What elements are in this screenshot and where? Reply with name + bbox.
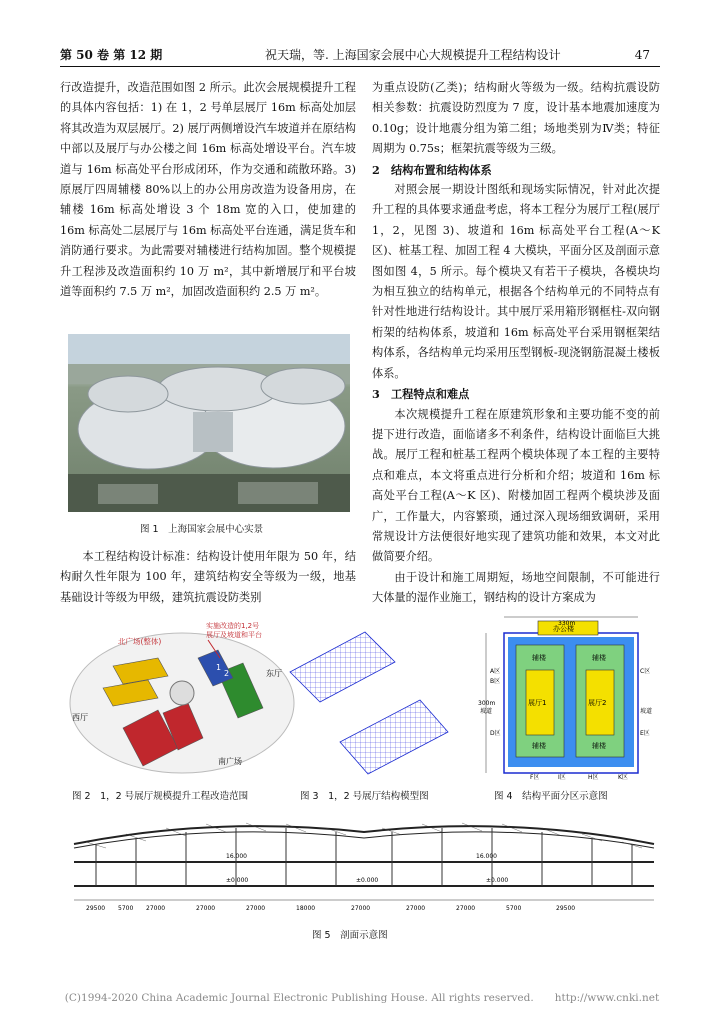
- label-hall-2: 2: [224, 669, 230, 678]
- label-east: 东厅: [266, 669, 282, 678]
- level-label-2: 16.000: [476, 853, 497, 860]
- label-zone-c: C区: [640, 668, 651, 675]
- journal-volume: 第 50 卷 第 12 期: [60, 48, 163, 62]
- label-zone-a: A区: [490, 668, 501, 675]
- dimension-label: 27000: [406, 905, 426, 912]
- copyright-footer: (C)1994-2020 China Academic Journal Electronic Publishing House. All rights reserved. http://www.cnki.net: [64, 992, 660, 1004]
- label-aux-2: 辅楼: [592, 654, 606, 662]
- label-note-1: 实施改造的1,2号: [206, 622, 260, 630]
- figure-2-caption: 图 2 1，2 号展厅规模提升工程改造范围: [72, 791, 249, 802]
- label-zone-e: E区: [640, 730, 650, 737]
- running-title: 祝天瑞，等. 上海国家会展中心大规模提升工程结构设计: [265, 48, 561, 62]
- label-hall-1: 1: [216, 663, 222, 672]
- section-heading-2: 2 结构布置和结构体系: [372, 162, 492, 177]
- label-south: 南广场: [218, 757, 242, 766]
- paragraph: 由于设计和施工周期短，场地空间限制，不可能进行大体量的湿作业施工，钢结构的设计方案成为: [372, 570, 660, 605]
- dimension-label: 27000: [456, 905, 476, 912]
- paragraph: 本次规模提升工程在原建筑形象和主要功能不变的前提下进行改造，面临诸多不利条件，结构设计面临巨大挑战。展厅工程和桩基工程两个模块体现了本工程的主要特点和难点，本文将重点进行分析和介绍；坡道和 16m 标高处平台工程(A～K 区)、附楼加固工程两个模块涉及面广，工作量大，内容繁琐，通过深入现场细致调研，采用常规设计方法便很好地实现了建筑功能和效果，本文对此做简要介绍。: [372, 407, 660, 564]
- renovation-scope-diagram: [68, 618, 296, 776]
- label-office: 办公楼: [553, 625, 574, 633]
- label-aux-4: 辅楼: [592, 742, 606, 750]
- dimension-label: 29500: [556, 905, 576, 912]
- dimension-label: 27000: [146, 905, 166, 912]
- paragraph: 对照会展一期设计图纸和现场实际情况，针对此次提升工程的具体要求通盘考虑，将本工程分为展厅工程(展厅 1，2，见图 3)、坡道和 16m 标高处平台工程(A～K 区)、桩基工程、加固工程 4 大模块，平面分区及剖面示意图如图 4，5 所示。每个模块又有若干子模块，各模块均为相互独立的结构单元，根据各个结构单元的不同特点有针对性地进行结构设计。其中展厅采用箱形钢框柱-双向钢桁架的结构体系，坡道和 16m 标高处平台采用钢框架结构体系，各结构单元均采用压型钢板-现浇钢筋混凝土楼板体系。: [372, 183, 660, 380]
- figure-1-photo: [68, 334, 350, 512]
- figure-3-caption: 图 3 1，2 号展厅结构模型图: [300, 791, 429, 802]
- dimension-label: 18000: [296, 905, 316, 912]
- label-zone-k: K区: [618, 774, 628, 780]
- level-label-3: ±0.000: [226, 877, 249, 884]
- label-dim-side: 300m: [478, 700, 496, 707]
- left-column-bottom: [60, 547, 356, 608]
- dimension-label: 27000: [351, 905, 371, 912]
- dimension-label: 5700: [118, 905, 134, 912]
- right-column: [372, 78, 660, 609]
- figure-5: [66, 814, 662, 922]
- label-ramp-right: 坡道: [640, 708, 653, 715]
- section-drawing-illustration: [66, 814, 662, 922]
- paragraph: 行改造提升，改造范围如图 2 所示。此次会展规模提升工程的具体内容包括：1) 在 1，2 号单层展厅 16m 标高处加层将其改造为双层展厅。2) 展厅两侧增设汽车坡道并在原结构中部以及展厅与办公楼之间 16m 标高处增设平台。汽车坡道与 16m 标高处平台形成闭环，作为交通和疏散环路。3) 原展厅四周辅楼 80%以上的办公用房改造为设备用房，在辅楼 16m 标高处增设 3 个 18m 宽的入口，使加建的 16m 标高处二层展厅与 16m 标高处平台连通，满足货车和消防通行要求。为此需要对辅楼进行结构加固。整个规模提升工程涉及改造面积约 10 万 m²，其中新增展厅和平台坡道等面积约 7.5 万 m²，加固改造面积约 2.5 万 m²。: [60, 81, 356, 299]
- level-label-4: ±0.000: [486, 877, 509, 884]
- left-column-top: [60, 78, 356, 302]
- label-zone-i: I区: [558, 774, 566, 780]
- label-aux-1: 辅楼: [532, 654, 546, 662]
- dimension-label: 27000: [246, 905, 266, 912]
- page-number: 47: [634, 48, 650, 62]
- level-label-5: ±0.000: [356, 877, 379, 884]
- label-hall-1: 展厅1: [528, 699, 547, 707]
- figure-4: [478, 615, 660, 780]
- figure-2: [68, 618, 296, 776]
- figure-5-caption: 图 5 剖面示意图: [312, 930, 388, 941]
- section-heading-3: 3 工程特点和难点: [372, 387, 470, 402]
- exhibition-center-illustration: [68, 334, 350, 512]
- label-west: 西厅: [72, 713, 88, 722]
- figure-4-caption: 图 4 结构平面分区示意图: [494, 791, 608, 802]
- label-north: 北广场(整体): [118, 637, 162, 646]
- label-zone-b: B区: [490, 678, 501, 685]
- label-zone-d: D区: [490, 730, 501, 737]
- figure-1-caption: 图 1 上海国家会展中心实景: [140, 524, 264, 535]
- label-ramp-left: 坡道: [480, 708, 493, 715]
- dimension-label: 29500: [86, 905, 106, 912]
- label-hall-2: 展厅2: [588, 699, 607, 707]
- header-rule: [60, 66, 660, 67]
- paragraph: 本工程结构设计标准：结构设计使用年限为 50 年，结构耐久性年限为 100 年，建筑结构安全等级为一级，地基基础设计等级为甲级，建筑抗震设防类别: [60, 550, 356, 604]
- dimension-label: 27000: [196, 905, 216, 912]
- label-note-2: 展厅及坡道和平台: [206, 631, 262, 639]
- label-aux-3: 辅楼: [532, 742, 546, 750]
- label-zone-h: H区: [588, 774, 599, 780]
- level-label-1: 16.000: [226, 853, 247, 860]
- label-zone-f: F区: [530, 774, 540, 780]
- dimension-label: 5700: [506, 905, 522, 912]
- zoning-plan-illustration: [478, 615, 660, 780]
- figure-3: [270, 622, 460, 782]
- label-dim-top: 330m: [558, 620, 576, 627]
- dimension-labels: [86, 905, 575, 912]
- paragraph: 为重点设防(乙类)；结构耐火等级为一级。结构抗震设防相关参数：抗震设防烈度为 7 度，设计基本地震加速度为 0.10g；设计地震分组为第二组；场地类别为Ⅳ类；特征周期为 0.75s；框架抗震等级为三级。: [372, 81, 660, 156]
- structural-model-illustration: [270, 622, 460, 782]
